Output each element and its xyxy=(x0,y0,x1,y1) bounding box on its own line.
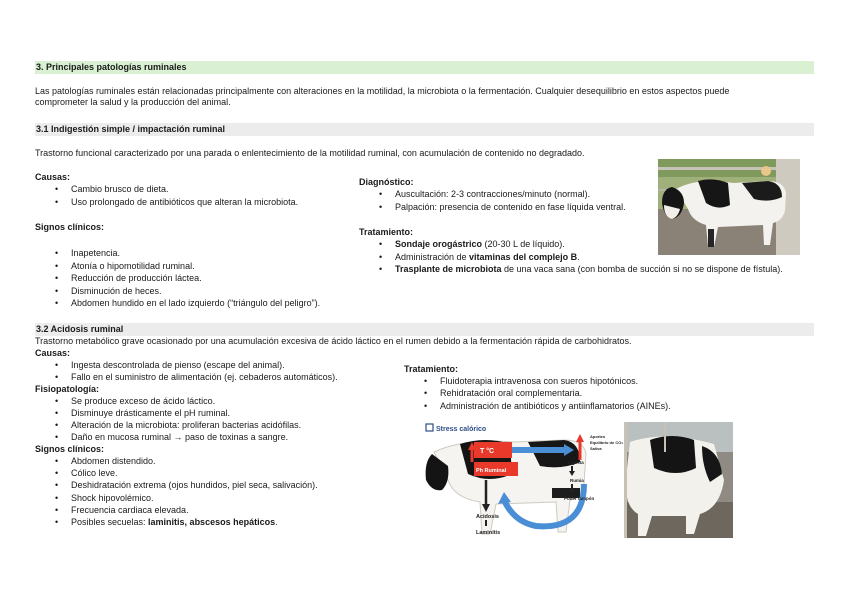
tratamiento-heading: Tratamiento: xyxy=(359,227,414,237)
poder-tampon-label: Poder tampón xyxy=(564,496,595,501)
list-item: • Fallo en el suministro de alimentación (ej. cebaderos automáticos). xyxy=(35,371,338,383)
list-item: • Disminuye drásticamente el pH ruminal. xyxy=(35,407,338,419)
list-item: • Se produce exceso de ácido láctico. xyxy=(35,395,338,407)
intro-line-1: Las patologías ruminales están relacionadas principalmente con alteraciones en la motilidad, la microbiota o la fermentación. Cualquier desequilibrio en estos aspectos puede xyxy=(35,86,730,96)
intro-line-2: comprometer la salud y la producción del animal. xyxy=(35,97,231,107)
tratamiento-heading: Tratamiento: xyxy=(404,364,459,374)
section-3-2-description: Trastorno metabólico grave ocasionado por una acumulación excesiva de ácido láctico en el rumen debido a la fermentación rápida de carbohidratos. xyxy=(35,336,632,346)
causas-heading: Causas: xyxy=(35,172,71,182)
fisiopatologia-heading: Fisiopatología: xyxy=(35,383,100,394)
list-item: • Administración de antibióticos y antiinflamatorios (AINEs). xyxy=(404,400,671,412)
rumia-label: Rumia xyxy=(570,478,584,483)
acidosis-tratamiento-block xyxy=(404,364,671,412)
list-item: • Posibles secuelas: laminitis, abscesos hepáticos. xyxy=(35,516,338,528)
ph-label: Ph Ruminal xyxy=(476,468,507,474)
list-item: • Frecuencia cardiaca elevada. xyxy=(35,504,338,516)
diagnostico-heading: Diagnóstico: xyxy=(359,177,414,187)
list-item: • Abdomen distendido. xyxy=(35,455,338,467)
list-item: • Trasplante de microbiota de una vaca sana (con bomba de succión si no se dispone de fístula). xyxy=(359,263,783,276)
list-item: • Abdomen hundido en el lado izquierdo (“triángulo del peligro”). xyxy=(35,297,320,310)
aportes-label: Aportes xyxy=(590,434,606,439)
signos-block xyxy=(35,222,320,310)
section-3-1-heading: 3.1 Indigestión simple / impactación ruminal xyxy=(35,123,814,136)
acidosis-left-column xyxy=(35,348,338,529)
list-item: • Reducción de producción láctea. xyxy=(35,272,320,285)
stress-calorico-diagram xyxy=(424,422,733,538)
section-3-2-heading: 3.2 Acidosis ruminal xyxy=(35,323,814,336)
laminitis-label: Laminitis xyxy=(476,530,501,536)
section-3-intro xyxy=(35,86,815,108)
signos-heading: Signos clínicos: xyxy=(35,443,105,454)
acidosis-label: Acidosis xyxy=(476,514,499,520)
list-item: • Administración de vitaminas del complejo B. xyxy=(359,251,783,264)
list-item: • Daño en mucosa ruminal → paso de toxinas a sangre. xyxy=(35,431,338,443)
list-item: • Disminución de heces. xyxy=(35,285,320,298)
cow-image xyxy=(658,159,800,255)
diagnostico-block xyxy=(359,177,626,213)
list-item: • Atonía o hipomotilidad ruminal. xyxy=(35,260,320,273)
saliva-label: Saliva xyxy=(590,446,602,451)
fisiopatologia-list xyxy=(35,395,338,444)
list-item: • Sondaje orogástrico (20-30 L de líquido). xyxy=(359,238,783,251)
causas-list xyxy=(35,359,338,384)
list-item: • Shock hipovolémico. xyxy=(35,492,338,504)
signos-heading: Signos clínicos: xyxy=(35,222,105,232)
list-item: • Cólico leve. xyxy=(35,467,338,479)
list-item: • Fluidoterapia intravenosa con sueros hipotónicos. xyxy=(404,375,671,387)
list-item: • Palpación: presencia de contenido en fase líquida ventral. xyxy=(359,201,626,214)
diagram-title: Stress calórico xyxy=(436,426,487,433)
list-item: • Auscultación: 2-3 contracciones/minuto (normal). xyxy=(359,188,626,201)
section-3-heading: 3. Principales patologías ruminales xyxy=(35,61,814,74)
list-item: • Alteración de la microbiota: proliferan bacterias acidófilas. xyxy=(35,419,338,431)
causas-heading: Causas: xyxy=(35,348,71,358)
temp-label: T °C xyxy=(480,448,495,455)
list-item: • Rehidratación oral complementaria. xyxy=(404,387,671,399)
equilibrio-label: Equilibrio de CO₂ xyxy=(590,440,624,445)
list-item: • Uso prolongado de antibióticos que alteran la microbiota. xyxy=(35,196,298,209)
cow-photo xyxy=(658,159,800,255)
list-item: • Inapetencia. xyxy=(35,247,320,260)
section-3-1-description: Trastorno funcional caracterizado por una parada o enlentecimiento de la motilidad ruminal, con acumulación de contenido no degradado. xyxy=(35,148,585,158)
tratamiento-list xyxy=(404,375,671,412)
list-item: • Deshidratación extrema (ojos hundidos, piel seca, salivación). xyxy=(35,479,338,491)
signos-list xyxy=(35,247,320,310)
causas-block xyxy=(35,172,298,208)
causas-list xyxy=(35,183,298,208)
diagnostico-list xyxy=(359,188,626,213)
list-item: • Ingesta descontrolada de pienso (escape del animal). xyxy=(35,359,338,371)
list-item: • Cambio brusco de dieta. xyxy=(35,183,298,196)
ingesta-label: Ingesta xyxy=(568,460,584,465)
signos-list xyxy=(35,455,338,529)
stress-calorico-figure xyxy=(424,422,733,538)
